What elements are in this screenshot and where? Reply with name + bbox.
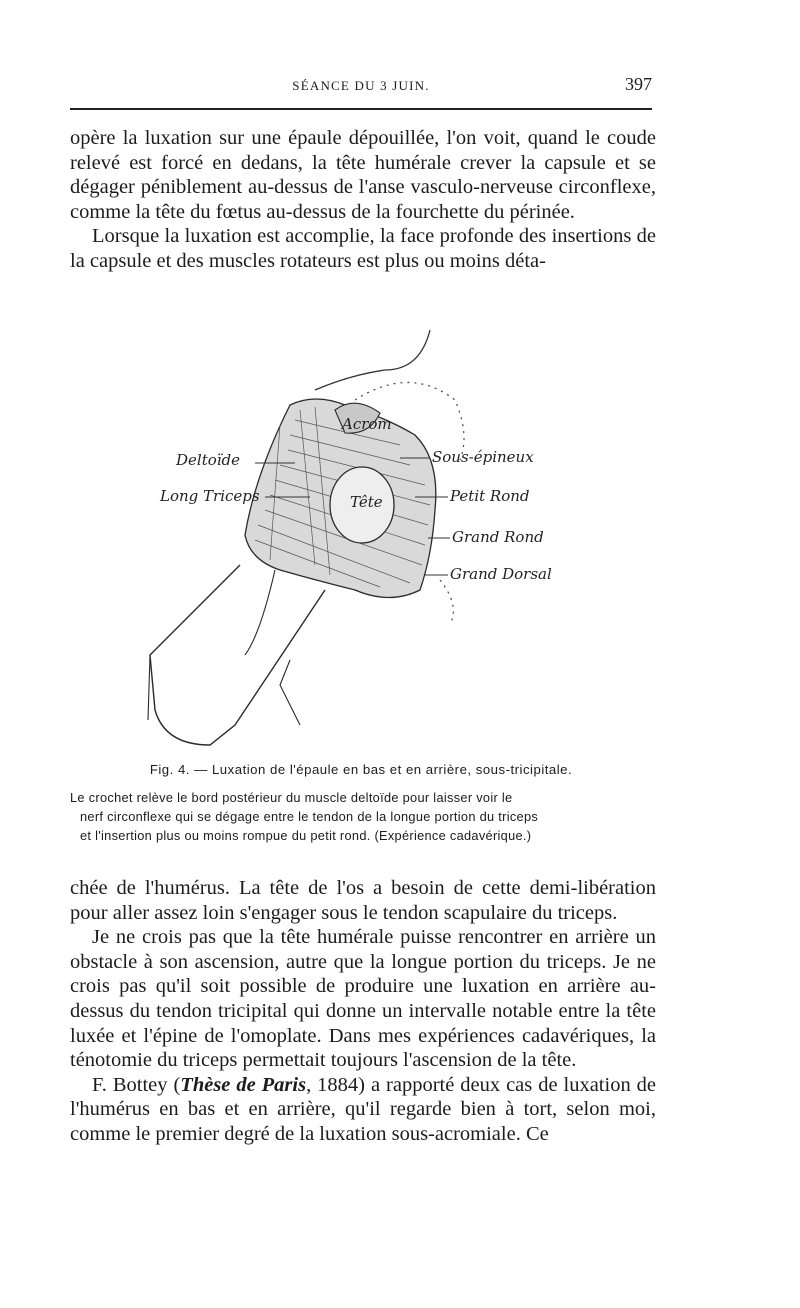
figure-caption-body bbox=[70, 788, 654, 845]
shoulder-engraving bbox=[140, 325, 660, 750]
top-text bbox=[70, 126, 656, 274]
label-grand-dorsal: Grand Dorsal bbox=[450, 565, 552, 583]
paragraph-5 bbox=[70, 1073, 656, 1147]
label-deltoide: Deltoïde bbox=[176, 451, 241, 469]
these-title: Thèse de Paris bbox=[180, 1073, 307, 1096]
label-acrom: Acrom bbox=[342, 415, 392, 433]
label-sous-epineux: Sous-épineux bbox=[432, 448, 534, 466]
running-title: SÉANCE DU 3 JUIN. bbox=[292, 78, 430, 93]
anatomical-figure bbox=[140, 325, 660, 750]
caption-line: nerf circonflexe qui se dégage entre le tendon de la longue portion du triceps bbox=[80, 809, 539, 824]
bottom-text bbox=[70, 876, 656, 1147]
bottey-author: F. Bottey ( bbox=[92, 1073, 181, 1096]
paragraph-4: Je ne crois pas que la tête humérale puisse rencontrer en arrière un obstacle à son ascension, autre que la longue portion du triceps. Je ne crois pas qu'il soit possible de produire une luxation en arrière au-dessus du tendon tricipital qui donne un intervalle notable entre la tête luxée et l'épine de l'omoplate. Dans mes expériences cadavériques, la ténotomie du triceps permettait toujours l'ascension de la tête. bbox=[70, 926, 656, 1072]
label-petit-rond: Petit Rond bbox=[450, 487, 530, 505]
label-long-triceps: Long Triceps bbox=[160, 487, 260, 505]
header-rule bbox=[70, 108, 652, 110]
paragraph-1: opère la luxation sur une épaule dépouillée, l'on voit, quand le coude relevé est forcé en dedans, la tête humérale crever la capsule et se dégager péniblement au-dessus de l'anse vasculo-nerveuse circonflexe, comme la tête du fœtus au-dessus de la fourchette du périnée. bbox=[70, 127, 656, 223]
label-grand-rond: Grand Rond bbox=[452, 528, 544, 546]
bottey-rest: , 1884) a rapporté deux cas de luxation de l'humérus en bas et en arrière, qu'il regarde bien à tort, selon moi, comme le premier degré de la luxation sous-acromiale. Ce bbox=[70, 1073, 657, 1145]
caption-line: Le crochet relève le bord postérieur du muscle deltoïde pour laisser voir le bbox=[70, 790, 513, 805]
caption-line: et l'insertion plus ou moins rompue du petit rond. (Expérience cadavérique.) bbox=[80, 828, 532, 843]
paragraph-2: Lorsque la luxation est accomplie, la face profonde des insertions de la capsule et des muscles rotateurs est plus ou moins déta- bbox=[70, 225, 656, 272]
label-tete: Tête bbox=[350, 493, 383, 511]
figure-caption-title: Fig. 4. — Luxation de l'épaule en bas et en arrière, sous-tricipitale. bbox=[149, 762, 573, 777]
paragraph-3: chée de l'humérus. La tête de l'os a besoin de cette demi-libération pour aller assez loin s'engager sous le tendon scapulaire du triceps. bbox=[70, 877, 656, 924]
page-number: 397 bbox=[625, 74, 652, 94]
running-head bbox=[70, 74, 652, 98]
